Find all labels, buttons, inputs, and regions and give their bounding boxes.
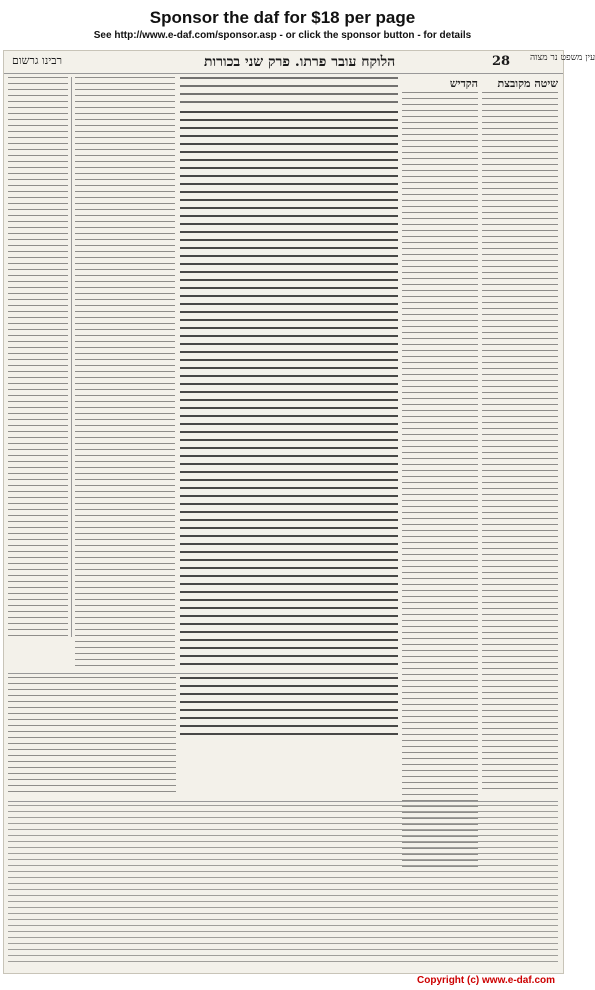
page-header — [4, 51, 595, 74]
footer — [0, 974, 565, 990]
gemara-text-top — [180, 77, 398, 107]
bottom-notes-left — [8, 677, 176, 797]
header-right-label: עין משפט נר מצוה — [530, 53, 595, 63]
sponsor-banner[interactable] — [0, 0, 565, 48]
bottom-notes — [8, 805, 558, 965]
copyright-link[interactable]: Copyright (c) www.e-daf.com — [417, 975, 555, 986]
talmud-page — [3, 50, 595, 974]
shita-heading: שיטה מקובצת — [497, 77, 558, 90]
commentary-column-inner-left — [75, 77, 175, 667]
rashi-heading: הקדיש — [449, 77, 478, 90]
page-number: 28 — [492, 54, 511, 69]
page-title: הלוקח עובר פרתו. פרק שני בכורות — [204, 54, 396, 70]
column-divider — [71, 77, 72, 637]
commentary-column-left — [8, 77, 68, 637]
section-divider — [8, 673, 398, 674]
sponsor-subtitle[interactable]: See http://www.e-daf.com/sponsor.asp - or click the sponsor button - for details — [93, 30, 472, 41]
gemara-text — [180, 111, 398, 671]
gemara-continuation — [180, 677, 398, 737]
rashi-column — [402, 77, 478, 877]
section-divider-lower — [8, 801, 558, 802]
sponsor-title[interactable]: Sponsor the daf for $18 per page — [149, 8, 416, 27]
header-left-label: רבינו גרשום — [12, 54, 62, 67]
commentary-column-right — [482, 77, 558, 797]
